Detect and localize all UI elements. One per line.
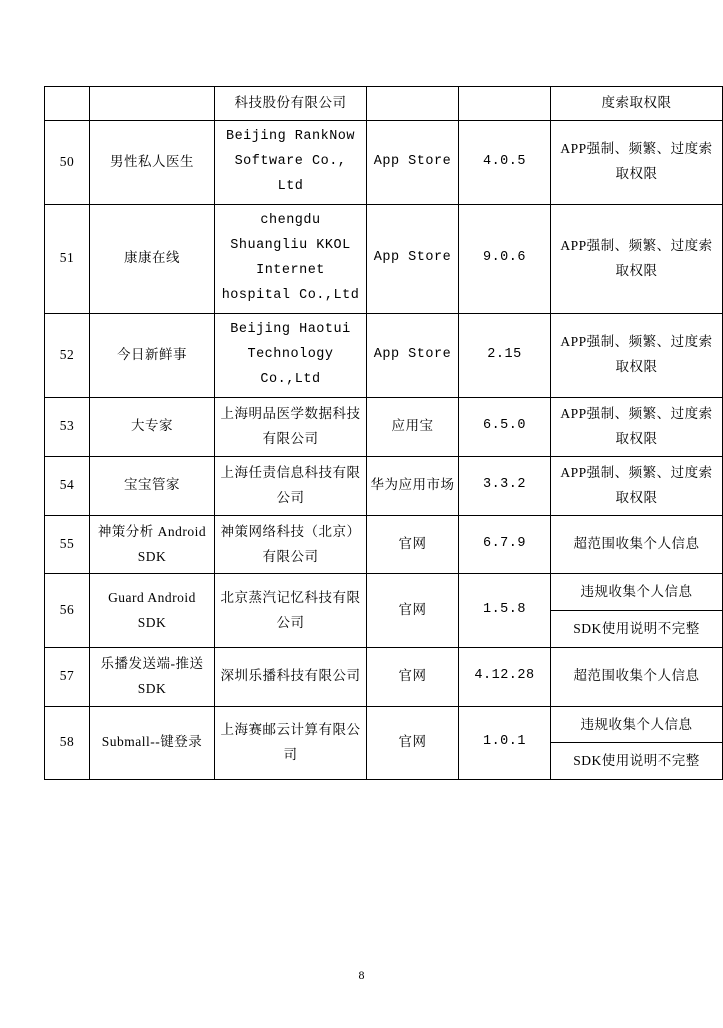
row-issue: 度索取权限 xyxy=(551,87,723,121)
table-row xyxy=(45,397,723,456)
row-store: App Store xyxy=(367,204,459,313)
row-app-name: 宝宝管家 xyxy=(90,456,215,515)
row-version: 3.3.2 xyxy=(459,456,551,515)
table-row xyxy=(45,574,723,647)
row-store xyxy=(367,87,459,121)
row-issue: APP强制、频繁、过度索取权限 xyxy=(551,204,723,313)
row-app-name: 康康在线 xyxy=(90,204,215,313)
row-company: 上海任责信息科技有限公司 xyxy=(215,456,367,515)
row-company: 上海明品医学数据科技有限公司 xyxy=(215,397,367,456)
table-row xyxy=(45,456,723,515)
row-store: 应用宝 xyxy=(367,397,459,456)
row-app-name xyxy=(90,87,215,121)
row-version: 6.5.0 xyxy=(459,397,551,456)
row-app-name: Guard Android SDK xyxy=(90,574,215,647)
row-app-name: Submall--键登录 xyxy=(90,706,215,779)
row-issue: SDK使用说明不完整 xyxy=(573,621,700,637)
row-store: 官网 xyxy=(367,515,459,574)
row-version xyxy=(459,87,551,121)
app-violation-table xyxy=(44,86,723,780)
row-company: 上海赛邮云计算有限公司 xyxy=(215,706,367,779)
table-row xyxy=(45,204,723,313)
row-index: 51 xyxy=(45,204,90,313)
row-index: 55 xyxy=(45,515,90,574)
page-number: 8 xyxy=(358,968,365,982)
row-company: 科技股份有限公司 xyxy=(215,87,367,121)
row-version: 9.0.6 xyxy=(459,204,551,313)
row-index: 57 xyxy=(45,647,90,706)
row-company: 北京蒸汽记忆科技有限公司 xyxy=(215,574,367,647)
row-index: 53 xyxy=(45,397,90,456)
row-index: 56 xyxy=(45,574,90,647)
row-app-name: 神策分析 Android SDK xyxy=(90,515,215,574)
row-store: 官网 xyxy=(367,706,459,779)
row-version: 4.12.28 xyxy=(459,647,551,706)
row-index: 52 xyxy=(45,313,90,397)
row-app-name: 大专家 xyxy=(90,397,215,456)
row-version: 4.0.5 xyxy=(459,120,551,204)
row-version: 2.15 xyxy=(459,313,551,397)
row-version: 1.0.1 xyxy=(459,706,551,779)
row-store: 官网 xyxy=(367,647,459,706)
row-issue: APP强制、频繁、过度索取权限 xyxy=(551,397,723,456)
row-store: App Store xyxy=(367,120,459,204)
row-issue: 超范围收集个人信息 xyxy=(551,515,723,574)
table-row xyxy=(45,87,723,121)
row-company: Beijing Haotui Technology Co.,Ltd xyxy=(215,313,367,397)
table-row xyxy=(45,706,723,779)
row-company: chengdu Shuangliu KKOL Internet hospital Co.,Ltd xyxy=(215,204,367,313)
row-issue-list xyxy=(551,574,723,647)
row-app-name: 今日新鲜事 xyxy=(90,313,215,397)
app-violation-table-wrap xyxy=(44,86,713,780)
row-version: 1.5.8 xyxy=(459,574,551,647)
row-index: 50 xyxy=(45,120,90,204)
row-issue: APP强制、频繁、过度索取权限 xyxy=(551,120,723,204)
row-index: 58 xyxy=(45,706,90,779)
row-company: 神策网络科技（北京）有限公司 xyxy=(215,515,367,574)
table-row xyxy=(45,120,723,204)
row-company: Beijing RankNow Software Co., Ltd xyxy=(215,120,367,204)
row-issue: 违规收集个人信息 xyxy=(551,707,722,744)
row-version: 6.7.9 xyxy=(459,515,551,574)
row-store: 华为应用市场 xyxy=(367,456,459,515)
table-row xyxy=(45,515,723,574)
row-app-name: 乐播发送端-推送 SDK xyxy=(90,647,215,706)
row-issue: 违规收集个人信息 xyxy=(551,574,722,611)
row-issue: APP强制、频繁、过度索取权限 xyxy=(551,456,723,515)
row-issue-list xyxy=(551,706,723,779)
table-row xyxy=(45,647,723,706)
table-row xyxy=(45,313,723,397)
row-issue: APP强制、频繁、过度索取权限 xyxy=(551,313,723,397)
row-index xyxy=(45,87,90,121)
row-company: 深圳乐播科技有限公司 xyxy=(215,647,367,706)
row-store: 官网 xyxy=(367,574,459,647)
row-store: App Store xyxy=(367,313,459,397)
row-app-name: 男性私人医生 xyxy=(90,120,215,204)
row-index: 54 xyxy=(45,456,90,515)
row-issue: 超范围收集个人信息 xyxy=(551,647,723,706)
row-issue: SDK使用说明不完整 xyxy=(573,753,700,769)
